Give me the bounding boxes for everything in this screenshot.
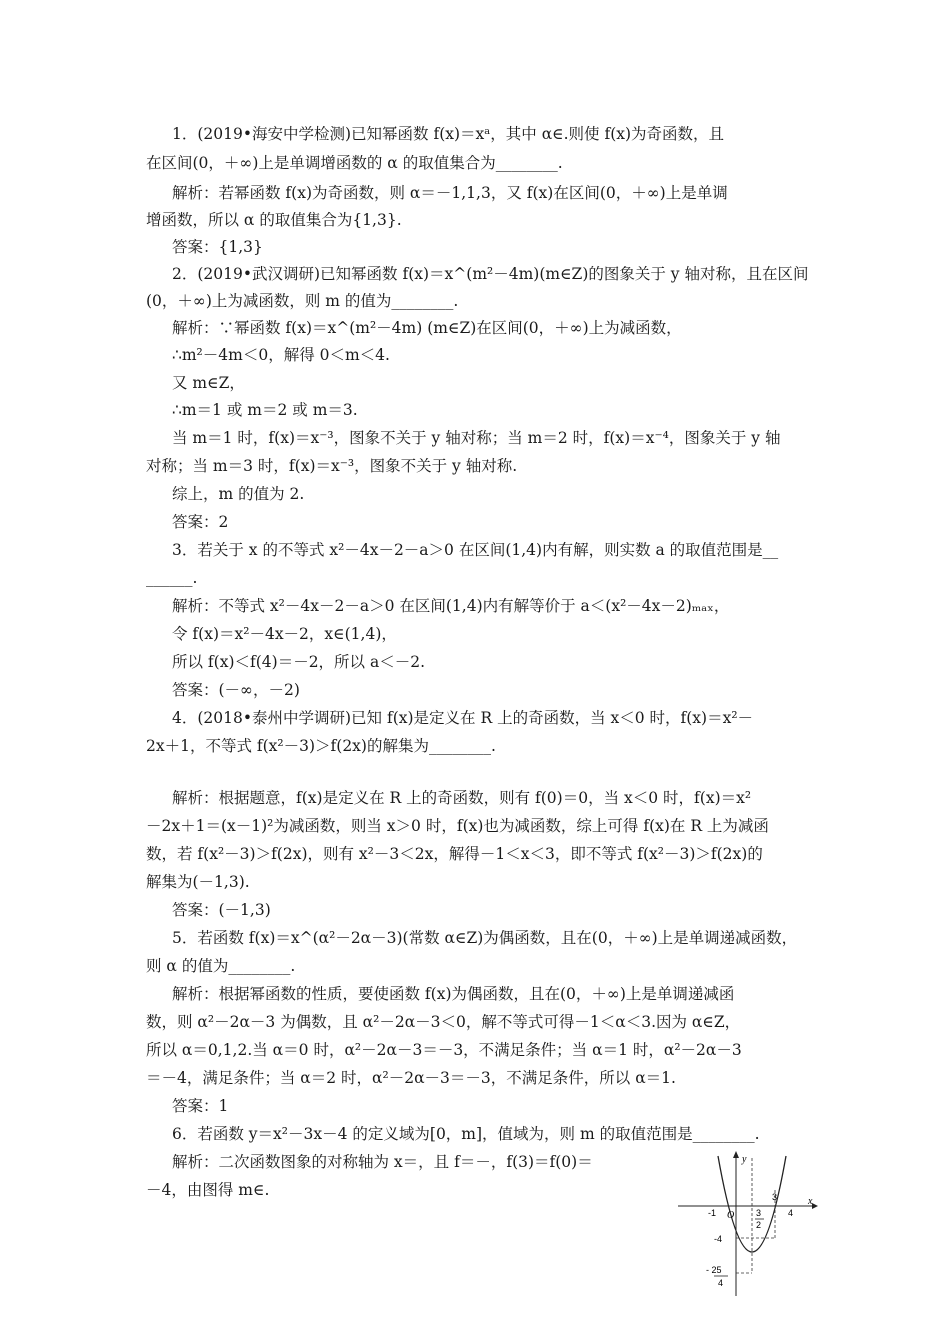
text-line: 在区间(0，＋∞)上是单调增函数的 α 的取值集合为________. — [146, 154, 563, 172]
label-neg1: -1 — [708, 1208, 717, 1218]
label-neg25-4-num: - 25 — [706, 1265, 722, 1275]
text-line: 6．若函数 y＝x²－3x－4 的定义域为[0，m]，值域为，则 m 的取值范围是________. — [172, 1125, 760, 1143]
text-line: 解析：根据题意，f(x)是定义在 R 上的奇函数，则有 f(0)＝0，当 x＜0 时，f(x)＝x² — [172, 789, 752, 807]
text-line: 答案：{1,3} — [172, 238, 263, 256]
text-line: 对称；当 m＝3 时，f(x)＝x⁻³，图象不关于 y 轴对称. — [146, 457, 518, 475]
text-line: 答案：(－∞，－2) — [172, 681, 300, 699]
y-axis-label: y — [742, 1154, 747, 1165]
text-line: 解析：不等式 x²－4x－2－a＞0 在区间(1,4)内有解等价于 a＜(x²－4x－2)ₘₐₓ， — [172, 597, 730, 615]
text-line: 解集为(－1,3). — [146, 873, 250, 891]
text-line: 2x＋1，不等式 f(x²－3)＞f(2x)的解集为________. — [146, 737, 496, 755]
text-line: 数，若 f(x²－3)＞f(2x)，则有 x²－3＜2x，解得－1＜x＜3，即不等式 f(x²－3)＞f(2x)的 — [146, 845, 763, 863]
text-line: 4．(2018•泰州中学调研)已知 f(x)是定义在 R 上的奇函数，当 x＜0 时，f(x)＝x²－ — [172, 709, 754, 727]
text-line: 所以 f(x)＜f(4)＝－2，所以 a＜－2. — [172, 653, 426, 671]
text-line: 1．(2019•海安中学检测)已知幂函数 f(x)＝xᵃ，其中 α∈.则使 f(x)为奇函数，且 — [172, 125, 725, 143]
text-line: 又 m∈Z， — [172, 374, 245, 392]
parabola-graph — [672, 1148, 820, 1298]
text-line: (0，＋∞)上为减函数，则 m 的值为________. — [146, 292, 459, 310]
text-line: 所以 α＝0,1,2.当 α＝0 时，α²－2α－3＝－3，不满足条件；当 α＝1 时，α²－2α－3 — [146, 1041, 742, 1059]
text-line: 当 m＝1 时，f(x)＝x⁻³，图象不关于 y 轴对称；当 m＝2 时，f(x)＝x⁻⁴，图象关于 y 轴 — [172, 429, 781, 447]
text-line: 增函数，所以 α 的取值集合为{1,3}. — [146, 211, 402, 229]
text-line: 解析：若幂函数 f(x)为奇函数，则 α＝－1,1,3，又 f(x)在区间(0，＋∞)上是单调 — [172, 184, 728, 202]
label-3: 3 — [772, 1192, 778, 1202]
origin-label: O — [727, 1210, 735, 1221]
text-line: 解析：∵幂函数 f(x)＝x^(m²－4m) (m∈Z)在区间(0，＋∞)上为减函数， — [172, 319, 682, 337]
text-line: ∴m²－4m＜0，解得 0＜m＜4. — [172, 346, 390, 364]
label-neg4: -4 — [714, 1234, 723, 1244]
label-three-halves-num: 3 — [756, 1208, 762, 1218]
text-line: 综上，m 的值为 2. — [172, 485, 305, 503]
x-axis-label: x — [808, 1196, 813, 1207]
text-line: 则 α 的值为________. — [146, 957, 296, 975]
text-line: 答案：1 — [172, 1097, 229, 1115]
text-line: －4，由图得 m∈. — [146, 1181, 270, 1199]
text-line: 答案：2 — [172, 513, 229, 531]
text-line: －2x＋1＝(x－1)²为减函数，则当 x＞0 时，f(x)也为减函数，综上可得 f(x)在 R 上为减函 — [146, 817, 769, 835]
text-line: 3．若关于 x 的不等式 x²－4x－2－a＞0 在区间(1,4)内有解，则实数 a 的取值范围是__ — [172, 541, 779, 559]
text-line: ∴m＝1 或 m＝2 或 m＝3. — [172, 401, 358, 419]
x-axis-arrow — [812, 1203, 818, 1209]
y-axis-arrow — [733, 1151, 739, 1158]
label-4: 4 — [788, 1208, 794, 1218]
label-three-halves-den: 2 — [756, 1220, 762, 1230]
text-line: 令 f(x)＝x²－4x－2，x∈(1,4)， — [172, 625, 397, 643]
text-line: 2．(2019•武汉调研)已知幂函数 f(x)＝x^(m²－4m)(m∈Z)的图象关于 y 轴对称，且在区间 — [172, 265, 809, 283]
text-line: 答案：(－1,3) — [172, 901, 271, 919]
text-line: 5．若函数 f(x)＝x^(α²－2α－3)(常数 α∈Z)为偶函数，且在(0，＋∞)上是单调递减函数， — [172, 929, 798, 947]
text-line: 解析：根据幂函数的性质，要使函数 f(x)为偶函数，且在(0，＋∞)上是单调递减函 — [172, 985, 735, 1003]
label-neg25-4-den: 4 — [718, 1278, 724, 1288]
text-line: ______. — [146, 569, 198, 587]
text-line: ＝－4，满足条件；当 α＝2 时，α²－2α－3＝－3，不满足条件，所以 α＝1. — [146, 1069, 676, 1087]
text-line: 数，则 α²－2α－3 为偶数，且 α²－2α－3＜0，解不等式可得－1＜α＜3.因为 α∈Z， — [146, 1013, 741, 1031]
text-line: 解析：二次函数图象的对称轴为 x＝，且 f＝－，f(3)＝f(0)＝ — [172, 1153, 593, 1171]
